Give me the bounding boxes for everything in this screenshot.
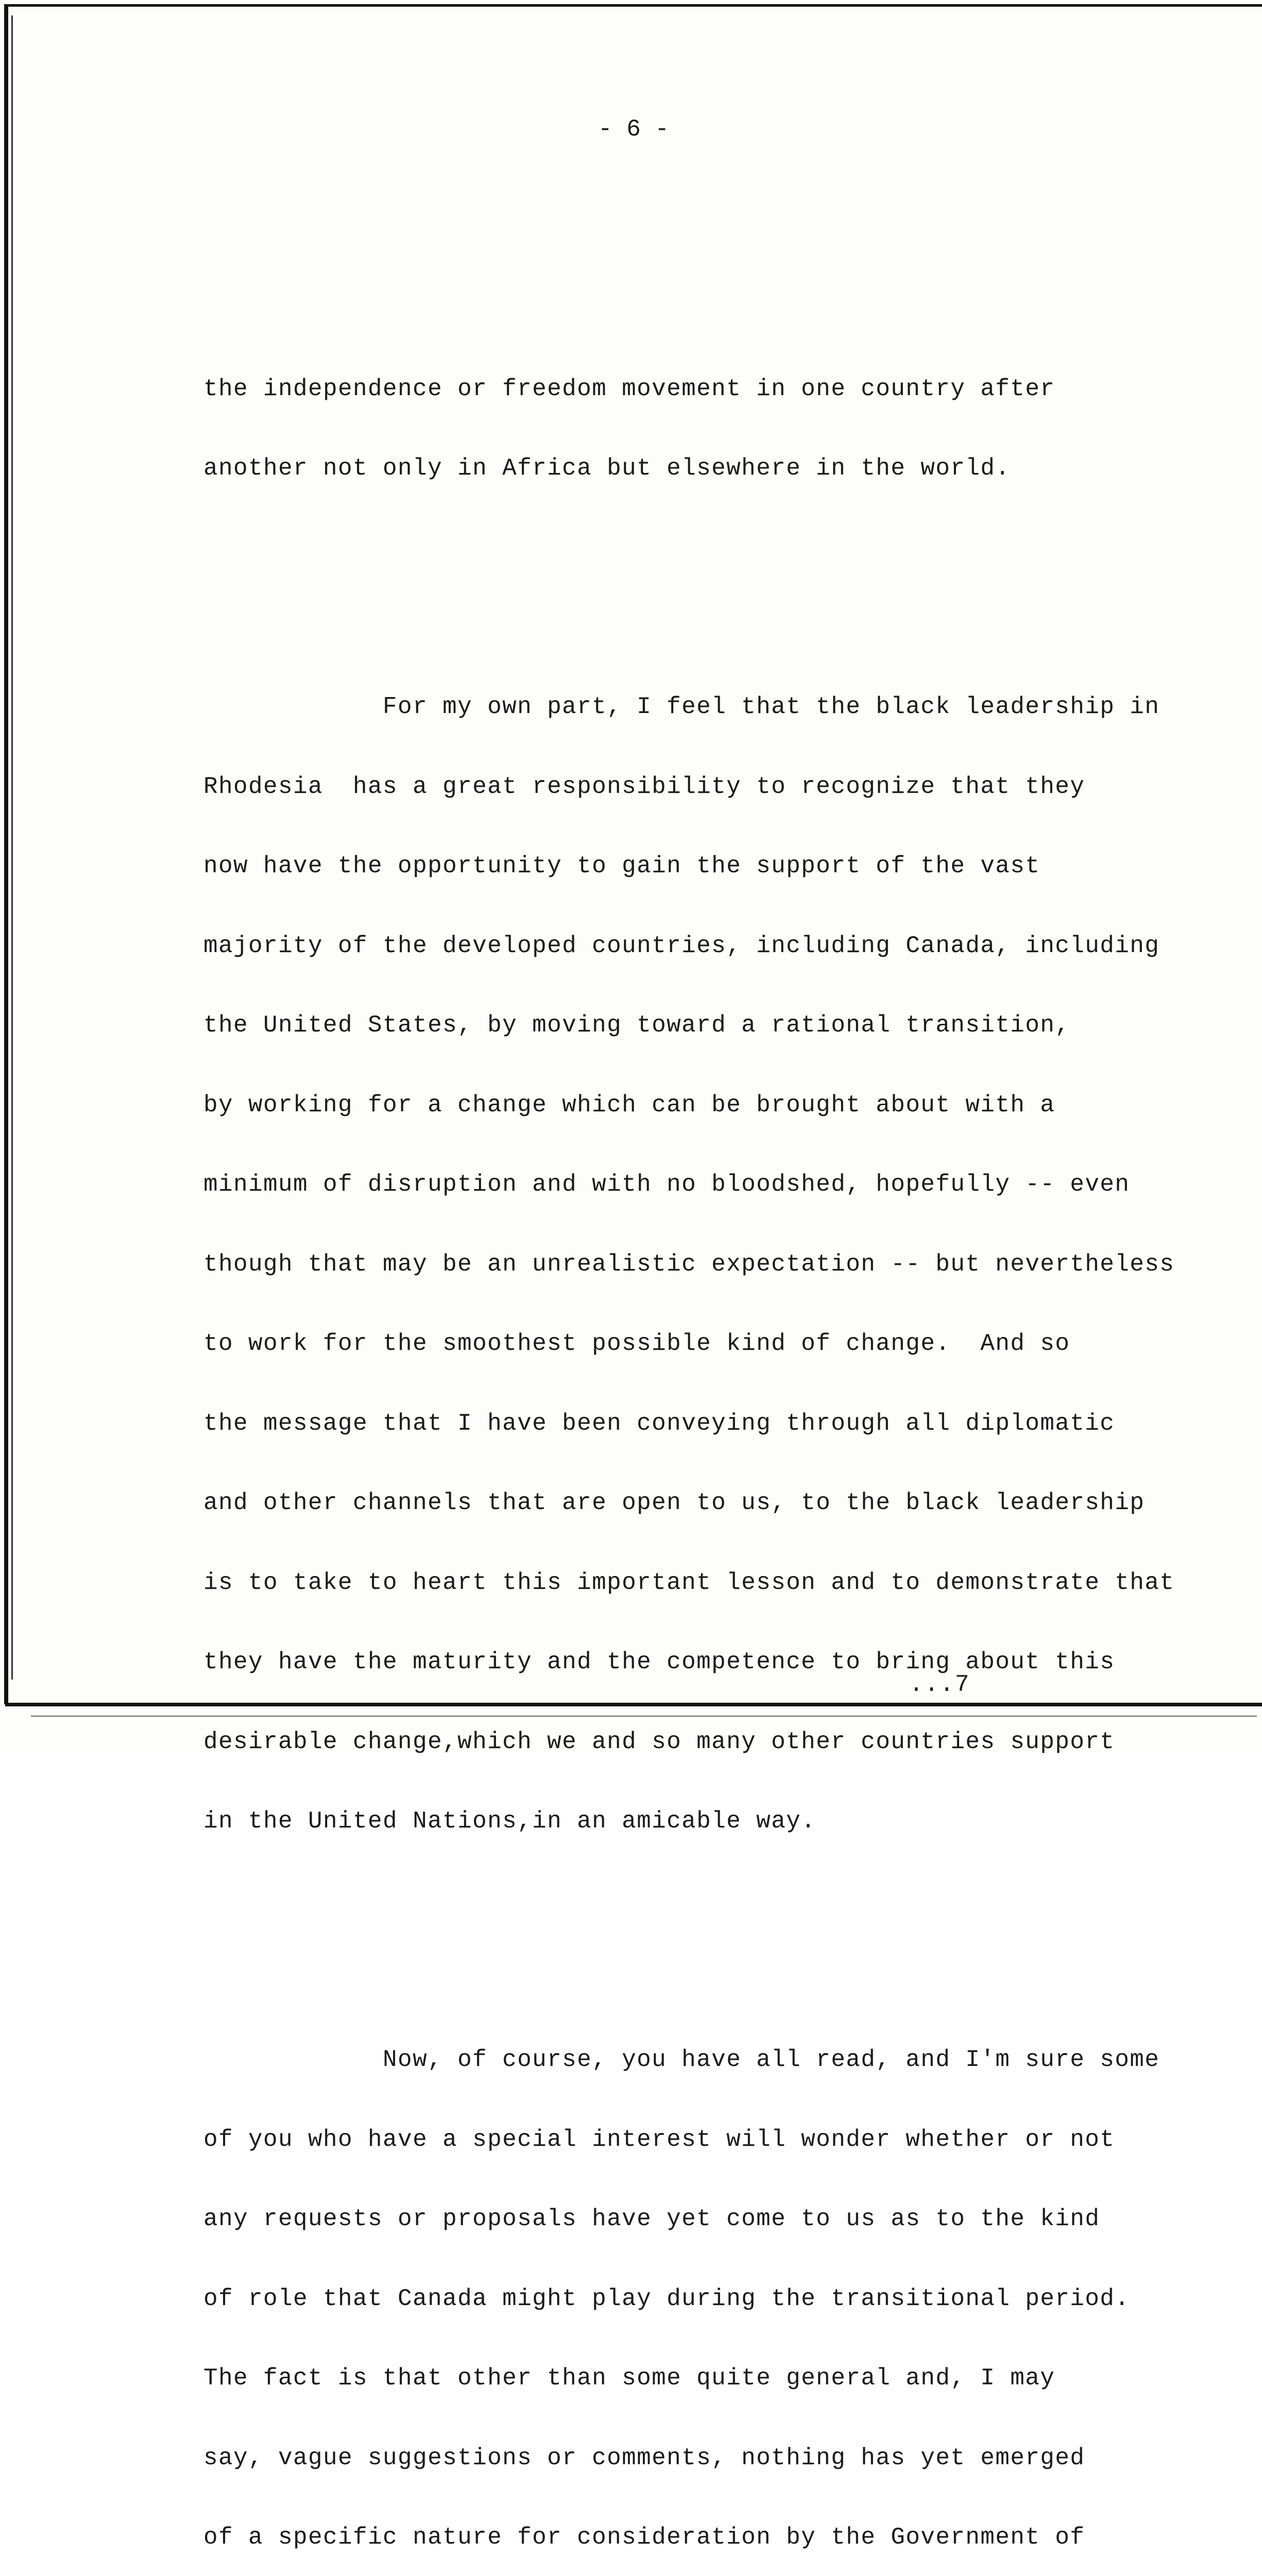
text-line: is to take to heart this important lesson and to demonstrate that xyxy=(203,1569,1175,1596)
paragraph xyxy=(203,1994,1239,2576)
text-line: another not only in Africa but elsewhere in the world. xyxy=(203,455,1011,482)
text-line: now have the opportunity to gain the support of the vast xyxy=(203,853,1041,879)
text-line: For my own part, I feel that the black leadership in xyxy=(203,693,1160,720)
paragraph xyxy=(203,323,1239,535)
text-line: any requests or proposals have yet come to us as to the kind xyxy=(203,2206,1100,2232)
text-line: the United States, by moving toward a rational transition, xyxy=(203,1012,1070,1039)
text-line: and other channels that are open to us, to the black leadership xyxy=(203,1489,1145,1516)
text-line: The fact is that other than some quite general and, I may xyxy=(203,2365,1055,2392)
continuation-marker: ...7 xyxy=(909,1671,970,1698)
text-line: the independence or freedom movement in one country after xyxy=(203,375,1055,402)
text-line: by working for a change which can be brought about with a xyxy=(203,1091,1055,1118)
text-line: of you who have a special interest will wonder whether or not xyxy=(203,2126,1115,2153)
text-line: desirable change,which we and so many other countries support xyxy=(203,1728,1115,1755)
text-line: the message that I have been conveying through all diplomatic xyxy=(203,1410,1115,1437)
document-body xyxy=(203,243,1239,2576)
text-line: Now, of course, you have all read, and I'm sure some xyxy=(203,2046,1160,2073)
text-line: of a specific nature for consideration by the Government of xyxy=(203,2524,1085,2551)
scan-border-top xyxy=(5,4,1262,7)
scan-border-left-inner xyxy=(11,15,13,1680)
text-line: Rhodesia has a great responsibility to recognize that they xyxy=(203,773,1085,800)
text-line: they have the maturity and the competence to bring about this xyxy=(203,1649,1115,1675)
text-line: in the United Nations,in an amicable way. xyxy=(203,1808,816,1835)
text-line: though that may be an unrealistic expectation -- but nevertheless xyxy=(203,1250,1175,1278)
page-number: - 6 - xyxy=(598,116,670,143)
paragraph xyxy=(203,641,1239,1888)
text-line: say, vague suggestions or comments, nothing has yet emerged xyxy=(203,2444,1085,2471)
text-line: minimum of disruption and with no bloodshed, hopefully -- even xyxy=(203,1171,1130,1198)
scan-border-left xyxy=(4,4,8,1704)
text-line: of role that Canada might play during the transitional period. xyxy=(203,2285,1130,2312)
text-line: to work for the smoothest possible kind of change. And so xyxy=(203,1330,1070,1357)
text-line: majority of the developed countries, including Canada, including xyxy=(203,932,1160,959)
